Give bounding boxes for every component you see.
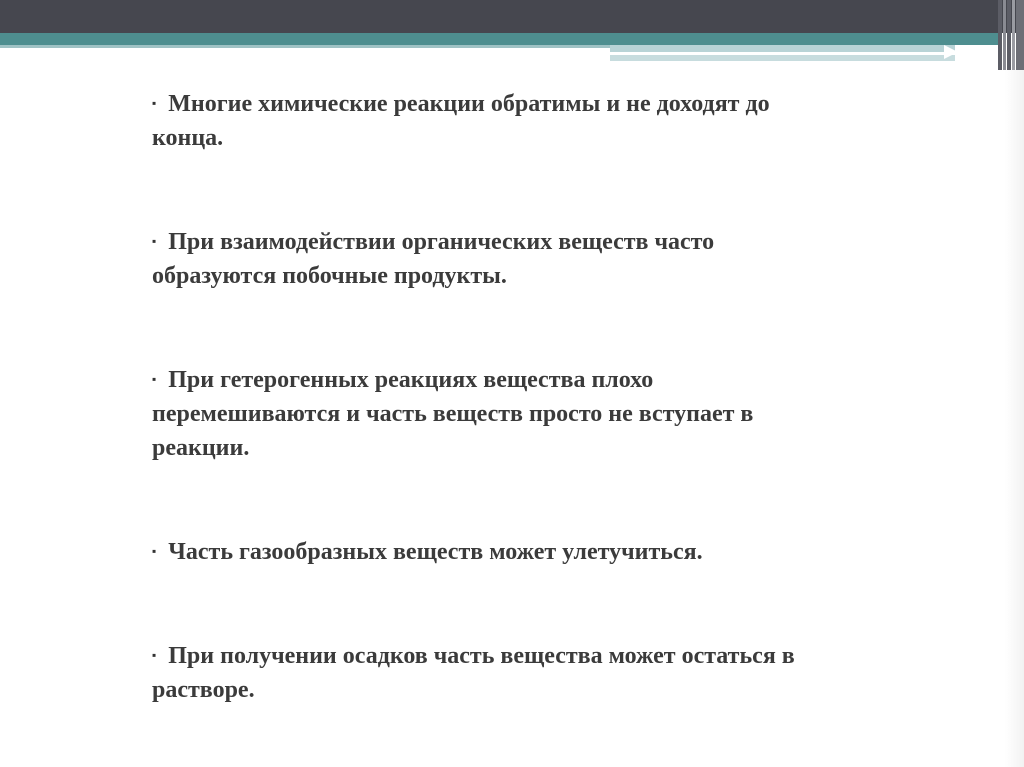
bullet-icon: ▪ bbox=[152, 234, 157, 248]
bullet-icon: ▪ bbox=[152, 544, 157, 558]
header-bar-dark bbox=[0, 0, 1024, 33]
bullet-icon: ▪ bbox=[152, 372, 157, 386]
edge-stripe bbox=[1007, 0, 1011, 70]
bullet-icon: ▪ bbox=[152, 96, 157, 110]
header-accent-bar bbox=[610, 45, 955, 52]
list-item bbox=[152, 534, 752, 569]
bullet-icon: ▪ bbox=[152, 648, 157, 662]
bullet-list bbox=[152, 86, 832, 707]
edge-stripe bbox=[1016, 0, 1024, 70]
header-bar-thin bbox=[0, 45, 610, 48]
list-item bbox=[152, 362, 782, 465]
list-item bbox=[152, 224, 742, 293]
edge-stripe bbox=[1003, 0, 1006, 70]
edge-stripe bbox=[1012, 0, 1015, 70]
list-item bbox=[152, 638, 812, 707]
header-accent-bar-lower bbox=[610, 55, 955, 61]
edge-stripe bbox=[998, 0, 1002, 70]
corner-triangle-icon bbox=[944, 45, 958, 59]
edge-shade bbox=[1005, 70, 1024, 767]
list-item-text: При взаимодействии органических веществ часто образуются побочные продукты. bbox=[152, 229, 715, 289]
list-item bbox=[152, 86, 802, 155]
list-item-text: Часть газообразных веществ может улетучиться. bbox=[168, 539, 703, 565]
header-bar-teal bbox=[0, 33, 1000, 45]
list-item-text: Многие химические реакции обратимы и не доходят до конца. bbox=[152, 91, 770, 151]
list-item-text: При получении осадков часть вещества может остаться в растворе. bbox=[152, 643, 795, 703]
list-item-text: При гетерогенных реакциях вещества плохо перемешиваются и часть веществ просто не вступает в реакции. bbox=[152, 367, 754, 461]
